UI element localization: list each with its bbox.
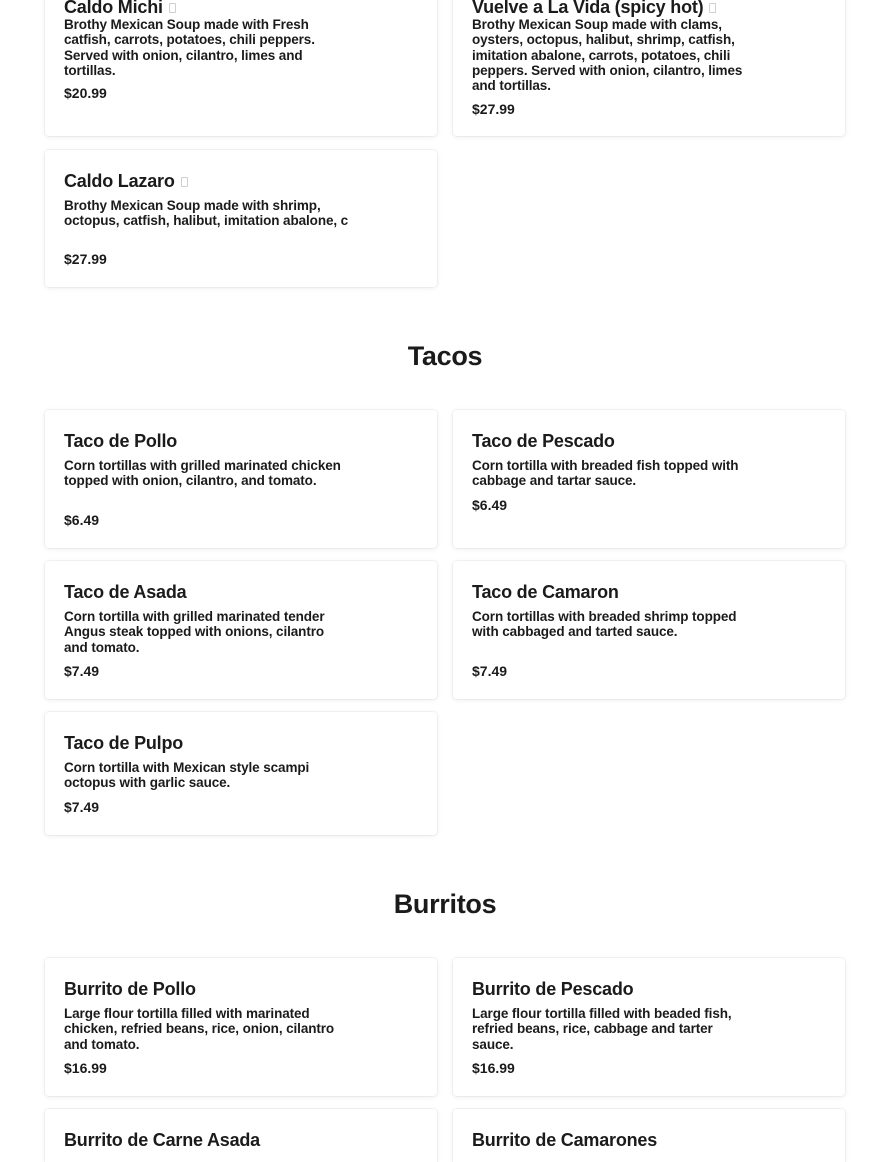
spicy-icon [709, 3, 716, 13]
menu-item-price: $7.49 [64, 663, 100, 679]
menu-item-price: $7.49 [472, 663, 508, 679]
menu-item-description: Brothy Mexican Soup made with Fresh catfish, carrots, potatoes, chili peppers. Served with onion, cilantro, limes and tortillas. [64, 17, 315, 78]
menu-item-price: $16.99 [64, 1060, 107, 1076]
menu-item-description: Large flour tortilla filled with beaded fish, refried beans, rice, cabbage and tarter sauce. [472, 1006, 732, 1052]
menu-item-description: Corn tortilla with breaded fish topped with cabbage and tartar sauce. [472, 458, 739, 489]
menu-item-card[interactable] [453, 410, 845, 548]
menu-item-name: Taco de Pescado [472, 431, 615, 451]
menu-item-description: Brothy Mexican Soup made with shrimp, octopus, catfish, halibut, imitation abalone, c [64, 198, 349, 229]
section-title-burritos: Burritos [393, 889, 497, 919]
menu-item-name: Taco de Camaron [472, 582, 619, 602]
menu-item-card[interactable] [45, 561, 437, 699]
menu-item-name: Burrito de Camarones [472, 1130, 658, 1150]
menu-item-price: $6.49 [472, 497, 508, 513]
menu-item-card[interactable] [45, 410, 437, 548]
menu-item-price: $16.99 [472, 1060, 515, 1076]
menu-item-price: $7.49 [64, 799, 100, 815]
menu-item-name: Burrito de Carne Asada [64, 1130, 260, 1150]
menu-item-name: Burrito de Pescado [472, 979, 634, 999]
menu-item-description: Brothy Mexican Soup made with clams, oysters, octopus, halibut, shrimp, catfish, imitation abalone, carrots, potatoes, chili peppers. Served with onion, cilantro, limes and tortillas. [472, 17, 743, 94]
section-title-tacos: Tacos [407, 341, 483, 371]
menu-item-description: Corn tortilla with Mexican style scampi octopus with garlic sauce. [64, 760, 310, 791]
menu-item-card[interactable] [453, 561, 845, 699]
menu-item-description: Corn tortilla with grilled marinated tender Angus steak topped with onions, cilantro and tomato. [64, 609, 325, 655]
menu-item-name: Vuelve a La Vida (spicy hot) [472, 0, 704, 17]
menu-item-name: Burrito de Pollo [64, 979, 196, 999]
menu-item-card[interactable] [453, 0, 845, 136]
menu-item-name: Taco de Asada [64, 582, 187, 602]
menu-item-card[interactable] [45, 150, 437, 287]
menu-item-card[interactable] [45, 958, 437, 1096]
menu-item-card[interactable] [453, 958, 845, 1096]
menu-item-description: Corn tortillas with breaded shrimp topped with cabbaged and tarted sauce. [472, 609, 737, 640]
menu-item-card[interactable] [45, 712, 437, 835]
menu-item-price: $20.99 [64, 85, 107, 101]
menu-item-price: $27.99 [472, 101, 515, 117]
menu-item-card[interactable] [453, 1109, 845, 1162]
spicy-icon [169, 3, 176, 13]
menu-item-description: Corn tortillas with grilled marinated chicken topped with onion, cilantro, and tomato. [64, 458, 341, 489]
menu-item-card[interactable] [45, 1109, 437, 1162]
spicy-icon [181, 177, 188, 187]
menu-item-price: $27.99 [64, 251, 107, 267]
menu-item-description: Large flour tortilla filled with marinated chicken, refried beans, rice, onion, cilantro and tomato. [64, 1006, 335, 1052]
menu-item-name: Caldo Lazaro [64, 171, 175, 191]
menu-item-name: Taco de Pollo [64, 431, 178, 451]
menu-item-card[interactable] [45, 0, 437, 136]
menu-item-name: Caldo Michi [64, 0, 163, 17]
menu-item-name: Taco de Pulpo [64, 733, 184, 753]
menu-item-price: $6.49 [64, 512, 100, 528]
